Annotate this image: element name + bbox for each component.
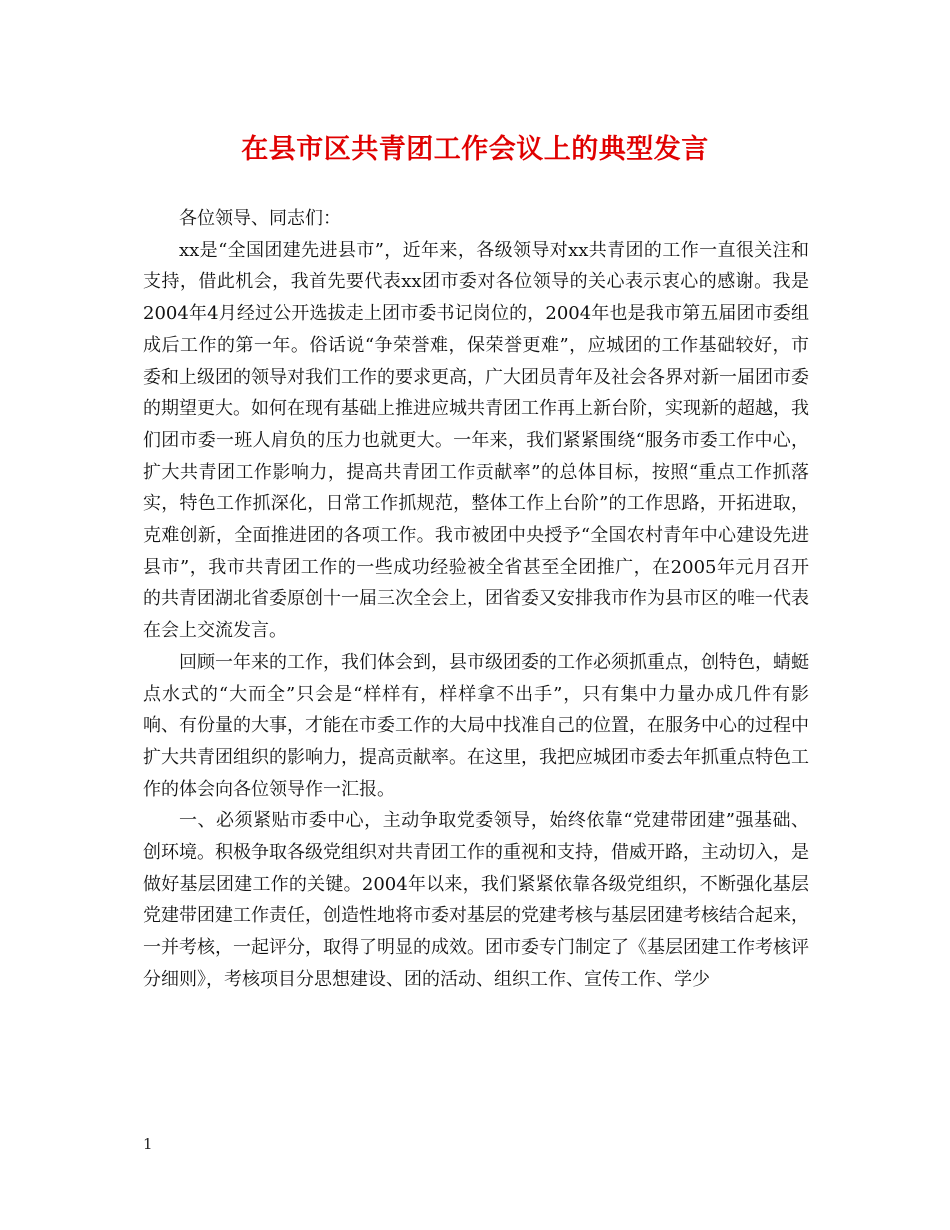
salutation-paragraph: 各位领导、同志们： — [179, 208, 341, 229]
body-paragraph: 回顾一年来的工作，我们体会到，县市级团委的工作必须抓重点，创特色，蜻蜓点水式的“大而全”只会是“样样有，样样拿不出手”，只有集中力量办成几件有影响、有份量的大事，才能在市委工作的大局中找准自己的位置，在服务中心的过程中扩大共青团组织的影响力，提高贡献率。在这里，我把应城团市委去年抓重点特色工作的体会向各位领导作一汇报。 — [143, 651, 809, 800]
page-number: 1 — [143, 1135, 153, 1153]
document-body — [143, 203, 809, 996]
body-paragraph: xx是“全国团建先进县市”，近年来，各级领导对xx共青团的工作一直很关注和支持，借此机会，我首先要代表xx团市委对各位领导的关心表示衷心的感谢。我是2004年4月经过公开选拔走上团市委书记岗位的，2004年也是我市第五届团市委组成后工作的第一年。俗话说“争荣誉难，保荣誉更难”，应城团的工作基础较好，市委和上级团的领导对我们工作的要求更高，广大团员青年及社会各界对新一届团市委的期望更大。如何在现有基础上推进应城共青团工作再上新台阶，实现新的超越，我们团市委一班人肩负的压力也就更大。一年来，我们紧紧围绕“服务市委工作中心，扩大共青团工作影响力，提高共青团工作贡献率”的总体目标，按照“重点工作抓落实，特色工作抓深化，日常工作抓规范，整体工作上台阶”的工作思路，开拓进取，克难创新，全面推进团的各项工作。我市被团中央授予“全国农村青年中心建设先进县市”，我市共青团工作的一些成功经验被全省甚至全团推广，在2005年元月召开的共青团湖北省委原创十一届三次全会上，团省委又安排我市作为县市区的唯一代表在会上交流发言。 — [143, 239, 809, 642]
document-title: 在县市区共青团工作会议上的典型发言 — [241, 134, 709, 165]
body-paragraph: 一、必须紧贴市委中心，主动争取党委领导，始终依靠“党建带团建”强基础、创环境。积极争取各级党组织对共青团工作的重视和支持，借威开路，主动切入，是做好基层团建工作的关键。2004年以来，我们紧紧依靠各级党组织，不断强化基层党建带团建工作责任，创造性地将市委对基层的党建考核与基层团建考核结合起来，一并考核，一起评分，取得了明显的成效。团市委专门制定了《基层团建工作考核评分细则》，考核项目分思想建设、团的活动、组织工作、宣传工作、学少 — [143, 810, 809, 990]
